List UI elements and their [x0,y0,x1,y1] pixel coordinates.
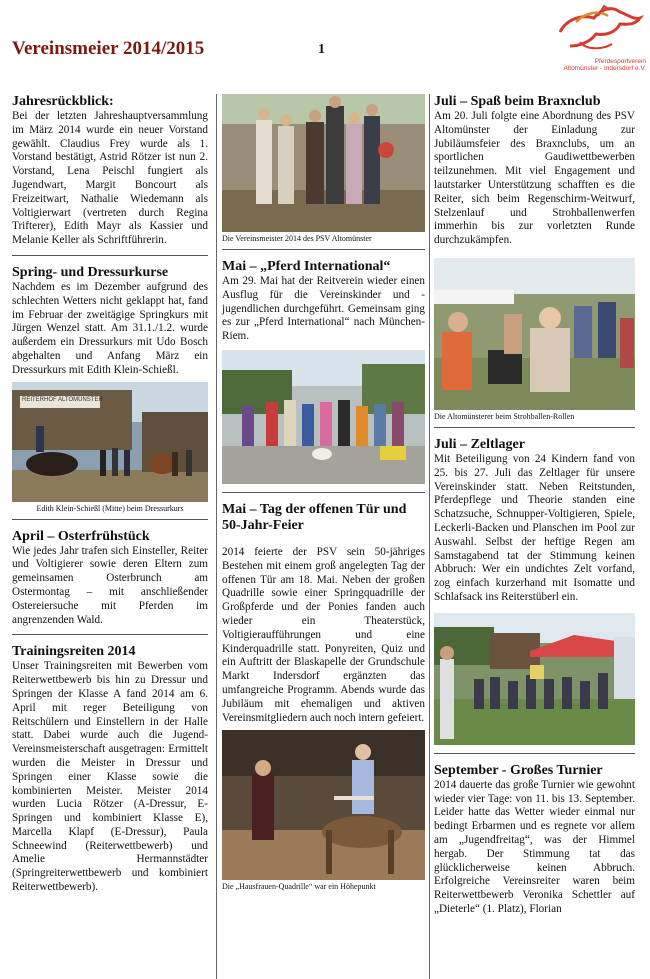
logo-text-line2: Altomünster - Indersdorf e.V. [563,65,646,72]
section-title: Juli – Spaß beim Braxnclub [434,94,601,109]
column-left [12,94,208,979]
section-title: Juli – Zeltlager [434,436,525,452]
section-text: Unser Trainingsreiten mit Bewerben vom Reiterwettbewerb bis hin zu Dressur und Springen der Klasse A fand 2014 am 6. April mit reger Beteiligung von Reitschülern und Einstellern in der Halle statt. Dabei wurde auch die Jugend-Vereinsmeisterschaft ausgetragen: Ermittelt wurden die Meister in Dressur und Springen einer Klasse sowie die kombinierten Meister. Meister 2014 wurden Lucia Rötzer (A-Dressur, E-Springen und kombiniert Klasse E), Marcella Klapf (E-Dressur), Paula Schneewind (Reiterwettbewerb) und Amelie Hermannstädter (Springreiterwettbewerb und kombiniert Reiterwettbewerb). [12,660,208,894]
horse-rider-logo-icon [546,2,646,56]
column-divider [429,94,430,979]
club-logo [546,2,646,76]
column-middle [222,94,425,979]
photo-caption: Die Vereinsmeister 2014 des PSV Altomünster [222,234,372,243]
section-text: Nachdem es im Dezember aufgrund des schlechten Wetters nicht geklappt hat, fand im Februar der zweitägige Springkurs mit Jürgen Wenzel statt. Am 31.1./1.2. wurde außerdem ein Dressurkurs mit Udo Bosch abgehalten und Anfang März ein Dressurkurs mit Edith Klein-Schießl. [12,280,208,376]
section-title: Spring- und Dressurkurse [12,264,169,280]
section-text: Wie jedes Jahr trafen sich Einsteller, Reiter und Voltigierer sowie deren Eltern zum gemeinsamen Osterbrunch am Ostermontag – mit anschließender Ostereiersuche mit Pferden im angrenzenden Wald. [12,544,208,626]
photo-straw-bale-rolling [434,258,635,410]
photo-caption: Edith Klein-Schießl (Mitte) beim Dressurkurs [36,503,184,513]
newsletter-title: Vereinsmeier 2014/2015 [12,38,205,59]
section-divider [222,492,425,493]
section-text: Bei der letzten Jahreshauptversammlung im März 2014 wurde ein neuer Vorstand gewählt. Claudius Frey wurde als 1. Vorstand bestätigt, Astrid Rötzer ist nun 2. Vorstand, Lena Peischl fungiert als Jugendwart, Margit Boncourt als Freizeitwart, Nathalie Wiedemann als Voltigierwart (vertreten durch Regina Trifterer), Edith Mayr als Kassier und Melanie Keller als Schriftführerin. [12,110,208,247]
section-divider [434,753,635,754]
photo-sign-text: REITERHOF ALTOMÜNSTER [22,396,103,403]
section-title: Jahresrückblick: [12,94,114,109]
section-title: Mai – Tag der offenen Tür und 50-Jahr-Feier [222,501,407,533]
section-title: September - Großes Turnier [434,762,603,778]
column-divider [216,94,217,979]
photo-caption: Die Altomünsterer beim Strohballen-Rollen [434,411,575,421]
section-divider [222,249,425,250]
section-divider [12,255,208,256]
page-number: 1 [318,42,325,57]
section-text: 2014 feierte der PSV sein 50-jähriges Bestehen mit einem groß angelegten Tag der offenen Tür am 18. Mai. Neben der großen Quadrille sowie einer Springquadrille der Großpferde und der Ponies fanden auch wieder ein Theaterstück, Voltigieraufführungen und eine Kinderquadrille statt. Ponyreiten, Quiz und ein Auftritt der Blaskapelle der Grundschule Markt Indersdorf ergänzten das umfangreiche Programm. Abends wurde das Jubiläum mit ehemaligen und aktiven Vereinsmitgliedern auch noch intern gefeiert. [222,545,425,724]
section-text: Am 20. Juli folgte eine Abordnung des PSV Altomünster der Einladung zur Jubiläumsfeier des Braxnclubs, um an sportlichen Gaudiwettbewerben teilzunehmen. Mit viel Engagement und lautstarker Unterstützung schafften es die Reiter, sich beim Regenschirm-Weitwurf, Stelzenlauf und Strohballenwerfen immerhin bis zur vorletzten Runde durchzukämpfen. [434,110,635,247]
section-divider [12,634,208,635]
photo-club-champions [222,94,425,232]
photo-group-excursion [222,350,425,484]
section-title: Mai – „Pferd International“ [222,259,391,274]
section-title: April – Osterfrühstück [12,528,150,544]
section-text: Mit Beteiligung von 24 Kindern fand von 25. bis 27. Juli das Zeltlager für unsere Vereinskinder statt. Neben Reitstunden, Pferdepflege und Theorie standen eine Schatzsuche, Schnupper-Voltigieren, Spiele, Leckerli-Backen und Planschen im Pool zur Auswahl. Selbst der heftige Regen am Samstagabend tat der Stimmung keinen Abbruch: Wer ein undichtes Zelt vorfand, zog einfach kurzerhand mit Isomatte und Schlafsack ins Reiterstüberl ein. [434,452,635,603]
photo-housewives-quadrille [222,730,425,880]
logo-text-line1: Pferdesportverein [594,58,646,65]
photo-tent-camp [434,613,635,745]
photo-dressage-course [12,382,208,502]
photo-caption: Die „Hausfrauen-Quadrille“ war ein Höhepunkt [222,882,376,892]
section-title: Trainingsreiten 2014 [12,644,136,660]
section-text: 2014 dauerte das große Turnier wie gewohnt wieder vier Tage: von 11. bis 13. September. Leider hatte das Wetter wieder einmal nur bedingt Erbarmen und es regnete vor allem am „Jugendfreitag“, was der Himmel hergab. Der Stimmung tat das glücklicherweise keinen Abbruch. Erfolgreiche Vereinsreiter waren beim Reiterwettbewerb Veronika Schettler auf „Dieterle“ (1. Platz), Florian [434,778,635,915]
section-text: Am 29. Mai hat der Reitverein wieder einen Ausflug für die Vereinskinder und -jugendlichen durchgeführt. Gemeinsam ging es zur „Pferd International“ nach München-Riem. [222,275,425,343]
section-divider [12,519,208,520]
section-divider [434,427,635,428]
column-right [434,94,635,979]
